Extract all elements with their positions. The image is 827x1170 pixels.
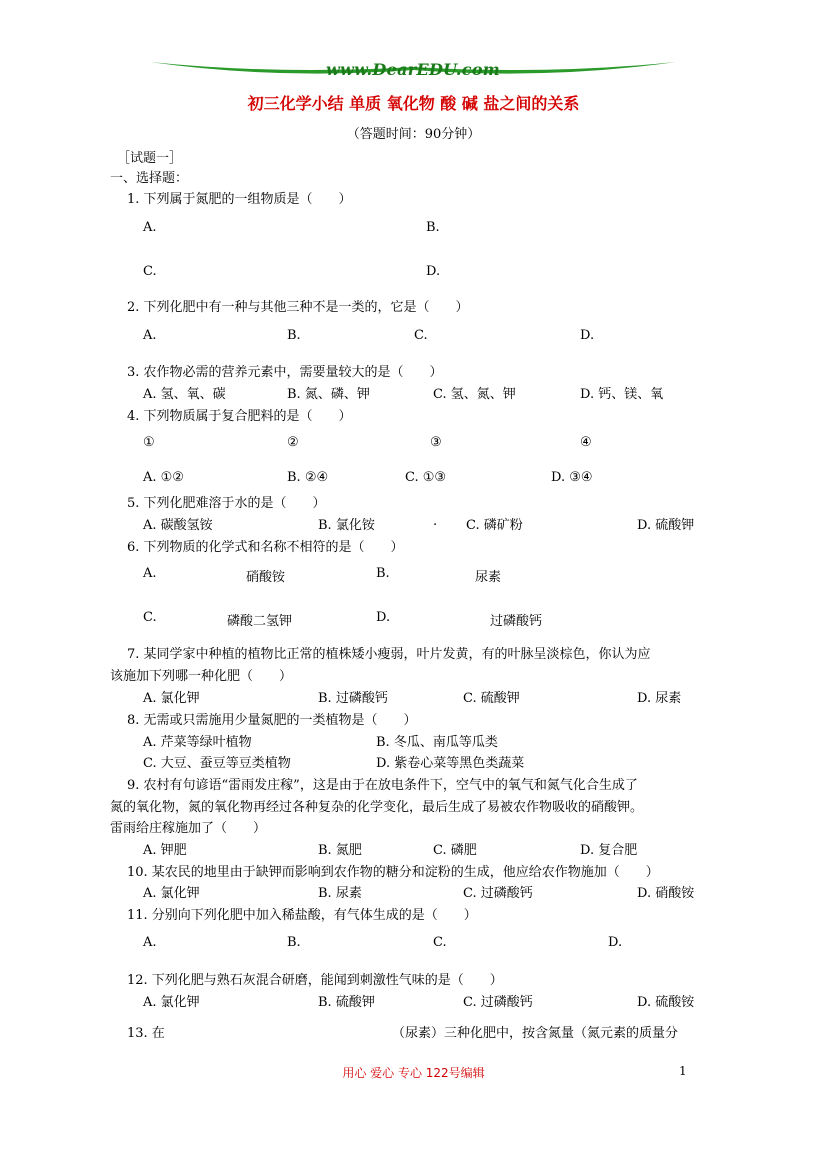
question-4-option-a: A. ①②	[143, 470, 184, 485]
question-2-option-d: D.	[580, 328, 595, 343]
question-9-option-b: B. 氮肥	[318, 843, 362, 858]
question-6-stem: 6. 下列物质的化学式和名称不相符的是（ ）	[127, 540, 404, 555]
question-9-stem-line-2: 氮的氧化物，氮的氧化物再经过各种复杂的化学变化，最后生成了易被农作物吸收的硝酸钾。	[110, 800, 644, 815]
question-5-option-d: D. 硫酸钾	[637, 518, 695, 533]
question-3-option-c: C. 氢、氮、钾	[433, 387, 516, 402]
question-5-option-c: C. 磷矿粉	[466, 518, 523, 533]
question-3-option-a: A. 氢、氧、碳	[143, 387, 226, 402]
question-13-stem-start: 13. 在	[127, 1026, 165, 1041]
question-3-option-b: B. 氮、磷、钾	[287, 387, 370, 402]
question-11-option-a: A.	[143, 935, 157, 950]
question-3-stem: 3. 农作物必需的营养元素中，需要量较大的是（ ）	[127, 365, 443, 380]
question-6-option-b: B.	[376, 566, 390, 581]
question-5-stray-dot: .	[433, 514, 438, 529]
question-8-option-d: D. 紫卷心菜等黑色类蔬菜	[376, 756, 525, 771]
question-11-option-d: D.	[608, 935, 623, 950]
question-5-option-a: A. 碳酸氢铵	[143, 518, 213, 533]
question-6-option-c-name: 磷酸二氢钾	[227, 614, 293, 629]
question-10-option-b: B. 尿素	[318, 886, 362, 901]
question-4-item-2: ②	[287, 435, 299, 450]
question-4-item-4: ④	[580, 435, 592, 450]
question-1-option-a: A.	[143, 220, 157, 235]
question-9-option-d: D. 复合肥	[580, 843, 638, 858]
question-1-option-c: C.	[143, 264, 157, 279]
question-11-option-c: C.	[433, 935, 447, 950]
question-2-option-b: B.	[287, 328, 301, 343]
question-10-option-d: D. 硝酸铵	[637, 886, 695, 901]
question-12-option-d: D. 硫酸铵	[637, 995, 695, 1010]
page-number: 1	[679, 1064, 687, 1078]
question-4-item-1: ①	[143, 435, 155, 450]
question-5-stem: 5. 下列化肥难溶于水的是（ ）	[127, 496, 326, 511]
part-heading: 一、选择题：	[110, 171, 189, 186]
question-12-option-a: A. 氯化钾	[143, 995, 200, 1010]
question-11-option-b: B.	[287, 935, 301, 950]
question-12-stem: 12. 下列化肥与熟石灰混合研磨，能闻到刺激性气味的是（ ）	[127, 973, 503, 988]
question-11-stem: 11. 分别向下列化肥中加入稀盐酸，有气体生成的是（ ）	[127, 908, 477, 923]
question-2-stem: 2. 下列化肥中有一种与其他三种不是一类的，它是（ ）	[127, 300, 469, 315]
question-6-option-b-name: 尿素	[475, 570, 502, 585]
question-7-stem-line-2: 该施加下列哪一种化肥（ ）	[110, 669, 293, 684]
section-label: ［试题一］	[117, 151, 183, 166]
question-8-option-c: C. 大豆、蚕豆等豆类植物	[143, 756, 291, 771]
question-6-option-d-name: 过磷酸钙	[490, 614, 543, 629]
question-7-option-d: D. 尿素	[637, 691, 682, 706]
question-10-option-a: A. 氯化钾	[143, 886, 200, 901]
question-4-option-c: C. ①③	[405, 470, 447, 485]
question-1-stem: 1. 下列属于氮肥的一组物质是（ ）	[127, 192, 352, 207]
site-logo-banner	[148, 58, 678, 82]
time-note: （答题时间：90分钟）	[346, 127, 481, 142]
question-4-item-3: ③	[430, 435, 442, 450]
question-12-option-b: B. 硫酸钾	[318, 995, 375, 1010]
question-7-option-a: A. 氯化钾	[143, 691, 200, 706]
question-8-stem: 8. 无需或只需施用少量氮肥的一类植物是（ ）	[127, 713, 417, 728]
question-12-option-c: C. 过磷酸钙	[463, 995, 533, 1010]
question-10-option-c: C. 过磷酸钙	[463, 886, 533, 901]
question-9-stem-line-1: 9. 农村有句谚语“雷雨发庄稼”，这是由于在放电条件下，空气中的氧气和氮气化合生成了	[127, 778, 638, 793]
question-4-stem: 4. 下列物质属于复合肥料的是（ ）	[127, 409, 352, 424]
page-footer: 用心 爱心 专心 122号编辑	[342, 1066, 485, 1080]
question-13-stem-rest: （尿素）三种化肥中，按含氮量（氮元素的质量分	[392, 1026, 679, 1041]
question-1-option-b: B.	[426, 220, 440, 235]
question-8-option-a: A. 芹菜等绿叶植物	[143, 735, 252, 750]
question-1-option-d: D.	[426, 264, 441, 279]
question-9-option-c: C. 磷肥	[433, 843, 477, 858]
question-6-option-d: D.	[376, 610, 391, 625]
question-7-stem-line-1: 7. 某同学家中种植的植物比正常的植株矮小瘦弱，叶片发黄，有的叶脉呈淡棕色，你认为应	[127, 647, 651, 662]
question-8-option-b: B. 冬瓜、南瓜等瓜类	[376, 735, 498, 750]
question-2-option-c: C.	[414, 328, 428, 343]
question-9-option-a: A. 钾肥	[143, 843, 187, 858]
question-9-stem-line-3: 雷雨给庄稼施加了（ ）	[110, 821, 267, 836]
question-7-option-b: B. 过磷酸钙	[318, 691, 388, 706]
question-5-option-b: B. 氯化铵	[318, 518, 375, 533]
question-6-option-a: A.	[143, 566, 157, 581]
question-2-option-a: A.	[143, 328, 157, 343]
question-3-option-d: D. 钙、镁、氧	[580, 387, 664, 402]
question-6-option-c: C.	[143, 610, 157, 625]
question-7-option-c: C. 硫酸钾	[463, 691, 520, 706]
question-4-option-b: B. ②④	[287, 470, 329, 485]
question-10-stem: 10. 某农民的地里由于缺钾而影响到农作物的糖分和淀粉的生成，他应给农作物施加（ ）	[127, 865, 659, 880]
question-6-option-a-name: 硝酸铵	[246, 570, 286, 585]
page-title: 初三化学小结 单质 氧化物 酸 碱 盐之间的关系	[247, 94, 580, 113]
site-logo-text: www.DearEDU.com	[325, 60, 501, 79]
question-4-option-d: D. ③④	[551, 470, 593, 485]
